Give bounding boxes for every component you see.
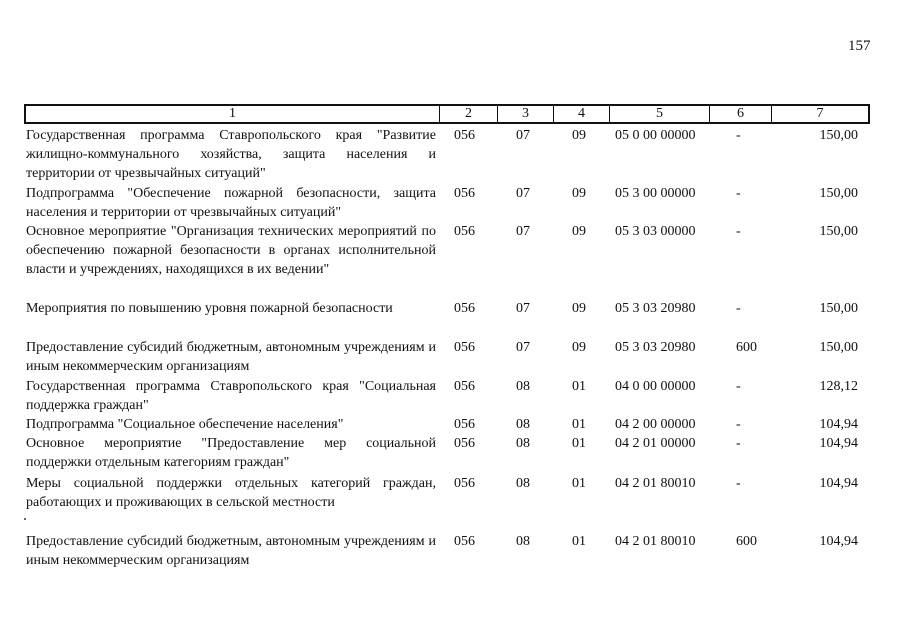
- row-csr: 04 2 01 00000: [615, 436, 696, 451]
- row-pr: 01: [572, 417, 586, 432]
- row-pr: 01: [572, 379, 586, 394]
- row-ved: 056: [454, 476, 475, 491]
- row-csr: 04 2 00 00000: [615, 417, 696, 432]
- row-csr: 04 0 00 00000: [615, 379, 696, 394]
- row-sum: 150,00: [819, 186, 858, 201]
- table-header: [24, 104, 870, 124]
- row-sum: 128,12: [819, 379, 858, 394]
- row-sum: 150,00: [819, 340, 858, 355]
- row-vr: -: [736, 417, 741, 432]
- row-rz: 08: [516, 436, 530, 451]
- row-name: Подпрограмма "Обеспечение пожарной безопасности, защита населения и территории от чрезвычайных ситуаций": [26, 186, 436, 220]
- row-csr: 05 0 00 00000: [615, 128, 696, 143]
- row-name: Предоставление субсидий бюджетным, автономным учреждениям и иным некоммерческим организациям: [26, 340, 436, 374]
- row-name: Предоставление субсидий бюджетным, автономным учреждениям и иным некоммерческим организациям: [26, 534, 436, 568]
- header-col-5: 5: [610, 106, 710, 122]
- row-vr: -: [736, 301, 741, 316]
- row-sum: 104,94: [819, 476, 858, 491]
- row-pr: 09: [572, 224, 586, 239]
- row-csr: 04 2 01 80010: [615, 476, 696, 491]
- row-ved: 056: [454, 417, 475, 432]
- row-pr: 09: [572, 340, 586, 355]
- row-csr: 05 3 03 20980: [615, 340, 696, 355]
- row-pr: 09: [572, 128, 586, 143]
- row-ved: 056: [454, 186, 475, 201]
- row-name: Основное мероприятие "Предоставление мер социальной поддержки отдельным категориям граждан": [26, 436, 436, 470]
- row-sum: 104,94: [819, 417, 858, 432]
- row-pr: 01: [572, 534, 586, 549]
- header-col-2: 2: [440, 106, 498, 122]
- row-ved: 056: [454, 340, 475, 355]
- header-col-6: 6: [710, 106, 772, 122]
- row-pr: 09: [572, 186, 586, 201]
- row-csr: 05 3 00 00000: [615, 186, 696, 201]
- row-vr: -: [736, 436, 741, 451]
- row-vr: -: [736, 224, 741, 239]
- row-csr: 05 3 03 00000: [615, 224, 696, 239]
- header-col-7: 7: [816, 106, 824, 121]
- row-ved: 056: [454, 128, 475, 143]
- row-rz: 08: [516, 417, 530, 432]
- row-vr: -: [736, 379, 741, 394]
- row-rz: 07: [516, 128, 530, 143]
- header-col-4: 4: [554, 106, 610, 122]
- row-ved: 056: [454, 224, 475, 239]
- row-name: Основное мероприятие "Организация технических мероприятий по обеспечению пожарной безопасности в органах исполнительной власти и учреждениях, находящихся в их ведении": [26, 224, 436, 277]
- header-col-3: 3: [498, 106, 554, 122]
- row-csr: 04 2 01 80010: [615, 534, 696, 549]
- row-name: Государственная программа Ставропольского края "Социальная поддержка граждан": [26, 379, 436, 413]
- row-vr: -: [736, 128, 741, 143]
- row-pr: 09: [572, 301, 586, 316]
- row-ved: 056: [454, 436, 475, 451]
- row-csr: 05 3 03 20980: [615, 301, 696, 316]
- row-rz: 07: [516, 340, 530, 355]
- row-rz: 07: [516, 186, 530, 201]
- row-sum: 150,00: [819, 224, 858, 239]
- row-rz: 07: [516, 224, 530, 239]
- row-vr: -: [736, 186, 741, 201]
- row-pr: 01: [572, 476, 586, 491]
- row-rz: 08: [516, 379, 530, 394]
- row-name: Подпрограмма "Социальное обеспечение населения": [26, 417, 344, 432]
- row-sum: 150,00: [819, 301, 858, 316]
- row-name: Мероприятия по повышению уровня пожарной безопасности: [26, 301, 393, 316]
- page-number: 157: [848, 38, 871, 54]
- row-vr: 600: [736, 534, 757, 549]
- row-vr: -: [736, 476, 741, 491]
- row-ved: 056: [454, 379, 475, 394]
- row-vr: 600: [736, 340, 757, 355]
- row-sum: 104,94: [819, 534, 858, 549]
- row-name: Государственная программа Ставропольского края "Развитие жилищно-коммунального хозяйства, защита населения и территории от чрезвычайных ситуаций": [26, 128, 436, 181]
- row-rz: 07: [516, 301, 530, 316]
- row-ved: 056: [454, 301, 475, 316]
- stray-dot: [24, 518, 26, 520]
- header-col-1: 1: [26, 106, 440, 122]
- row-sum: 104,94: [819, 436, 858, 451]
- row-sum: 150,00: [819, 128, 858, 143]
- row-ved: 056: [454, 534, 475, 549]
- row-rz: 08: [516, 476, 530, 491]
- row-pr: 01: [572, 436, 586, 451]
- row-name: Меры социальной поддержки отдельных категорий граждан, работающих и проживающих в сельской местности: [26, 476, 436, 510]
- row-rz: 08: [516, 534, 530, 549]
